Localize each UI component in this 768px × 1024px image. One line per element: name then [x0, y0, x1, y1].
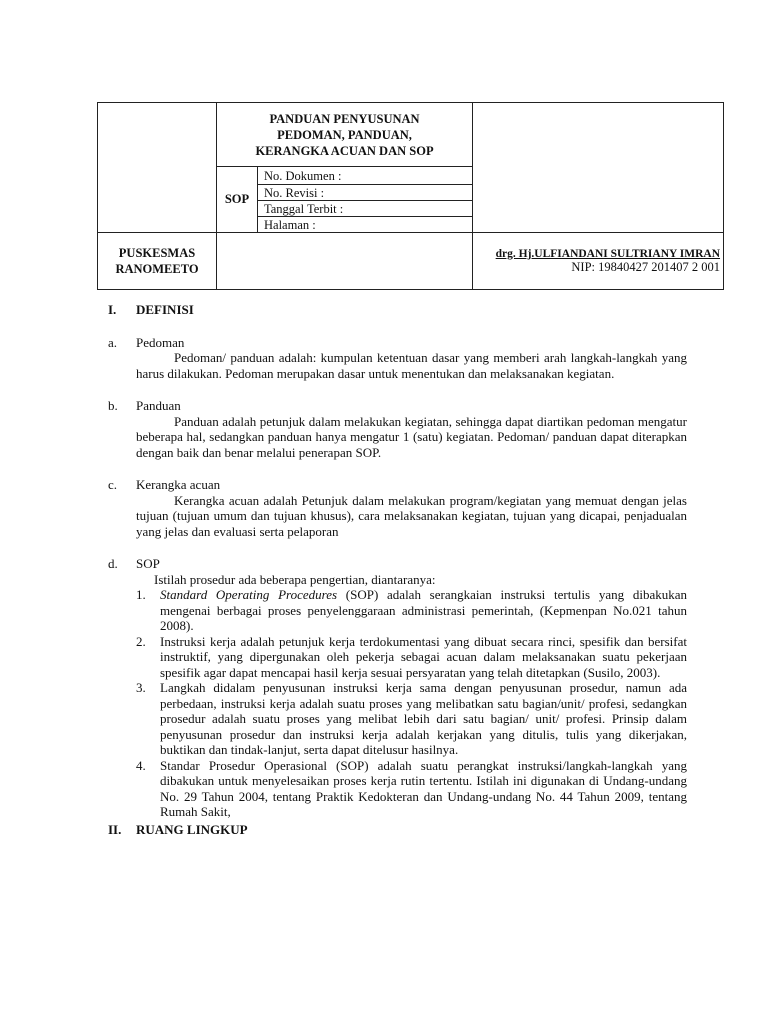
- title-line-3: KERANGKA ACUAN DAN SOP: [255, 143, 434, 158]
- list-text: [160, 587, 687, 634]
- section-number: II.: [108, 821, 122, 837]
- field-tanggal-terbit: Tanggal Terbit :: [258, 201, 473, 217]
- paragraph-text: Pedoman/ panduan adalah: kumpulan ketentuan dasar yang memberi arah langkah-langkah yang harus dilakukan. Pedoman merupakan dasar untuk menentukan dan melaksanakan kegiatan.: [136, 350, 687, 381]
- definition-item: [108, 556, 728, 572]
- item-marker: d.: [108, 556, 118, 571]
- list-text: Langkah didalam penyusunan instruksi kerja sama dengan penyusunan prosedur, namun ada perbedaan, instruksi kerja adalah suatu proses yang melibatkan satu bagian/unit/ profesi, sedangkan prosedur adalah suatu proses yang melibat lebih dari satu bagian/ unit/ profesi. Prinsip dalam penyusunan prosedur dan instruksi kerja adalah kerjakan yang ditulis, tulis yang dikerjakan, buktikan dan tindak-lanjut, serta dapat ditelusur hasilnya.: [160, 680, 687, 757]
- paragraph-text: Panduan adalah petunjuk dalam melakukan kegiatan, sehingga dapat diartikan pedoman mengatur beberapa hal, sedangkan panduan hanya mengatur 1 (satu) kegiatan. Pedoman/ panduan dapat diterapkan dengan baik dan benar melalui penerapan SOP.: [136, 413, 687, 460]
- list-item: [136, 634, 687, 681]
- definition-text: [136, 350, 687, 381]
- section-number: I.: [108, 302, 117, 317]
- title-line-1: PANDUAN PENYUSUNAN: [269, 111, 420, 126]
- blank-cell: [217, 233, 473, 290]
- section-heading: [108, 302, 728, 318]
- list-number: 2.: [136, 633, 146, 649]
- list-number: 1.: [136, 587, 146, 602]
- logo-cell: [98, 103, 217, 233]
- field-no-dokumen: No. Dokumen :: [258, 167, 473, 185]
- signature-block: [473, 233, 724, 290]
- definition-item: [108, 477, 728, 493]
- organization-name: [98, 233, 217, 290]
- item-label: Kerangka acuan: [136, 477, 221, 492]
- field-no-revisi: No. Revisi :: [258, 185, 473, 201]
- section-heading: [108, 822, 728, 838]
- sop-label: SOP: [217, 167, 258, 233]
- list-item: [136, 758, 687, 820]
- list-item: [136, 587, 687, 634]
- document-header: [97, 102, 723, 286]
- item-label: SOP: [136, 556, 160, 571]
- list-number: 4.: [136, 757, 146, 773]
- document-body: [108, 296, 728, 837]
- document-title: [217, 103, 473, 167]
- signer-nip: NIP: 19840427 201407 2 001: [571, 259, 721, 274]
- item-marker: c.: [108, 477, 118, 492]
- list-text: Standar Prosedur Operasional (SOP) adalah suatu perangkat instruksi/langkah-langkah yang dibakukan untuk menyelesaikan proses kerja rutin tertentu. Istilah ini digunakan di Undang-undang No. 29 Tahun 2004, tentang Praktik Kedokteran dan Undang-undang No. 44 Tahun 2009, tentang Rumah Sakit,: [160, 757, 687, 819]
- item-label: Panduan: [136, 398, 181, 413]
- org-line-1: PUSKESMAS: [118, 246, 196, 260]
- item-marker: b.: [108, 398, 118, 413]
- sop-intro: Istilah prosedur ada beberapa pengertian, diantaranya:: [154, 571, 436, 587]
- definition-text: [136, 493, 687, 540]
- list-text-body: (SOP) adalah serangkaian instruksi tertulis yang dibakukan mengenai berbagai proses penyelenggaraan administrasi pemerintah, (Kepmenpan No.021 tahun 2008).: [160, 587, 687, 633]
- paragraph-text: Kerangka acuan adalah Petunjuk dalam melakukan program/kegiatan yang memuat dengan jelas tujuan (tujuan umum dan tujuan khusus), cara melaksanakan kegiatan, tujuan yang dicapai, penjadualan yang jelas dan evaluasi serta pelaporan: [136, 492, 687, 539]
- definition-item: [108, 398, 728, 414]
- item-marker: a.: [108, 334, 118, 350]
- signer-name: drg. Hj.ULFIANDANI SULTRIANY IMRAN: [495, 247, 721, 260]
- org-line-2: RANOMEETO: [115, 262, 199, 276]
- field-halaman: Halaman :: [258, 217, 473, 233]
- definition-text: [136, 414, 687, 461]
- item-label: Pedoman: [136, 334, 185, 350]
- emphasis-text: Standard Operating Procedures: [160, 587, 338, 602]
- definition-item: [108, 335, 728, 351]
- section-title: DEFINISI: [136, 302, 194, 317]
- title-line-2: PEDOMAN, PANDUAN,: [277, 127, 412, 142]
- logo-cell-right: [473, 103, 724, 233]
- list-number: 3.: [136, 680, 146, 695]
- list-item: [136, 680, 687, 758]
- list-text: Instruksi kerja adalah petunjuk kerja terdokumentasi yang dibuat secara rinci, spesifik dan bersifat instruktif, yang dipergunakan oleh pekerja sebagai acuan dalam melaksanakan suatu pekerjaan spesifik agar dapat mencapai hasil kerja sesuai persyaratan yang telah ditetapkan (Susilo, 2003).: [160, 633, 687, 680]
- section-title: RUANG LINGKUP: [136, 821, 248, 837]
